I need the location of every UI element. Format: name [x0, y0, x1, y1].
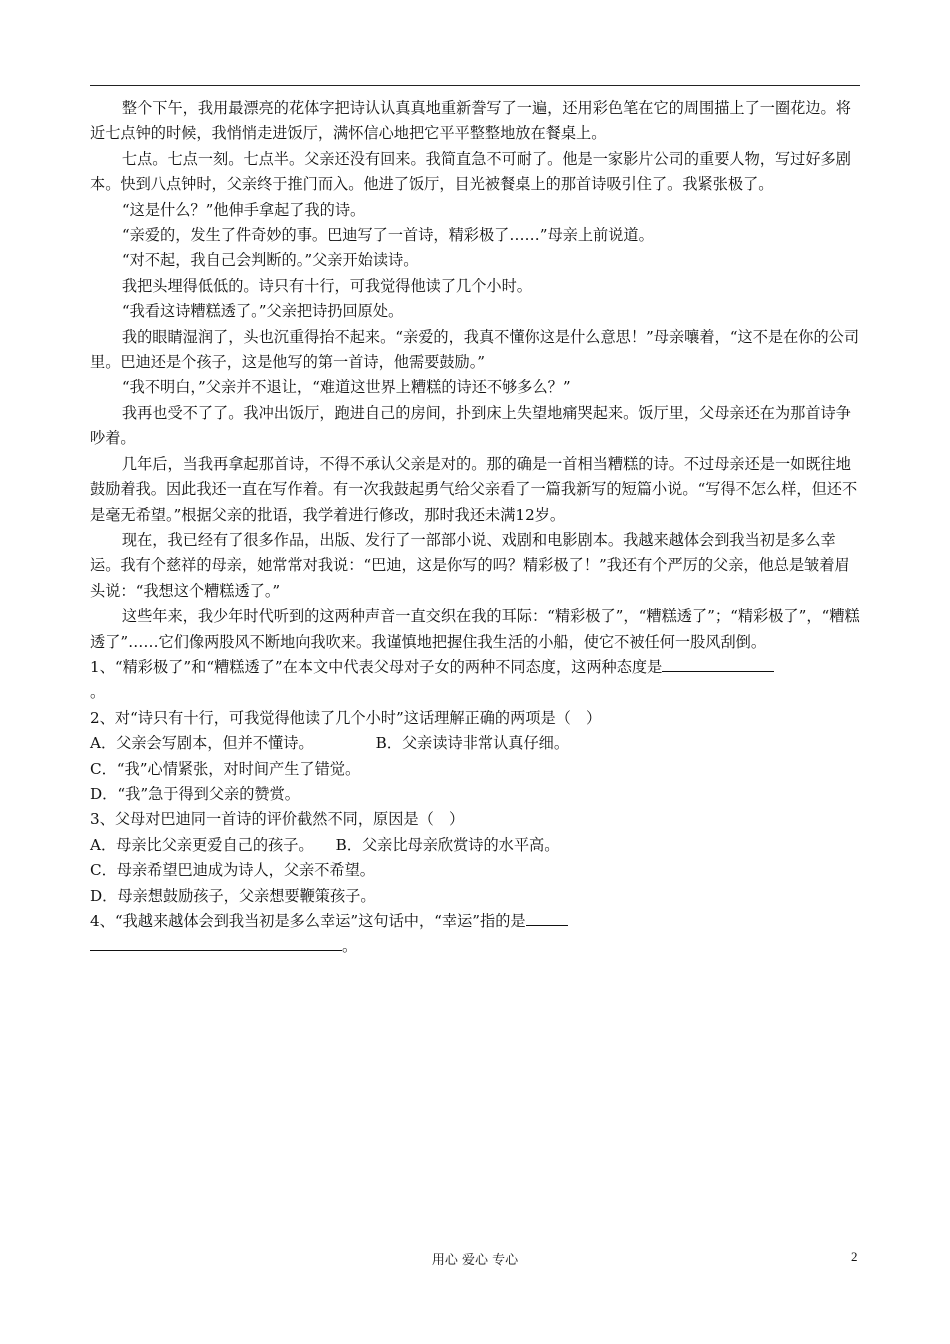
document-body	[90, 96, 860, 960]
paragraph-9: “我不明白，”父亲并不退让，“难道这世界上糟糕的诗还不够多么？”	[121, 378, 571, 397]
paragraph-3: “这是什么？”他伸手拿起了我的诗。	[121, 200, 366, 219]
paragraph-5: “对不起，我自己会判断的。”父亲开始读诗。	[121, 251, 419, 270]
header-rule	[90, 85, 860, 86]
option-2c[interactable]: C．“我”心情紧张，对时间产生了错觉。	[90, 759, 361, 778]
question-1-text: 1、“精彩极了”和“糟糕透了”在本文中代表父母对子女的两种不同态度，这两种态度是	[90, 657, 663, 676]
answer-blank-4b[interactable]	[90, 934, 342, 951]
question-4-text: 4、“我越来越体会到我当初是多么幸运”这句话中，“幸运”指的是	[90, 912, 526, 930]
option-2d[interactable]: D．“我”急于得到父亲的赞赏。	[90, 784, 300, 803]
question-4-end: 。	[342, 937, 358, 956]
paragraph-13: 这些年来，我少年时代听到的这两种声音一直交织在我的耳际：“精彩极了”，“糟糕透了”；“精彩极了”，“糟糕透了”……它们像两股风不断地向我吹来。我谨慎地把握住我生活的小船，使它不被任何一股风刮倒。	[90, 607, 860, 651]
paragraph-7: “我看这诗糟糕透了。”父亲把诗扔回原处。	[121, 302, 404, 321]
answer-blank-1[interactable]	[662, 655, 774, 672]
paragraph-6: 我把头埋得低低的。诗只有十行，可我觉得他读了几个小时。	[121, 276, 532, 295]
option-3a[interactable]: A．母亲比父亲更爱自己的孩子。	[90, 835, 314, 854]
page-number: 2	[851, 1249, 858, 1264]
question-3-options-ab	[90, 833, 860, 858]
answer-blank-4[interactable]	[526, 909, 568, 926]
question-4	[90, 909, 860, 934]
option-3d[interactable]: D．母亲想鼓励孩子，父亲想要鞭策孩子。	[90, 886, 376, 905]
question-1	[90, 655, 860, 680]
question-3: 3、父母对巴迪同一首诗的评价截然不同，原因是（ ）	[90, 810, 465, 829]
question-2-options-ab	[90, 731, 860, 756]
paragraph-11: 几年后，当我再拿起那首诗，不得不承认父亲是对的。那的确是一首相当糟糕的诗。不过母亲还是一如既往地鼓励着我。因此我还一直在写作着。有一次我鼓起勇气给父亲看了一篇我新写的短篇小说。“写得不怎么样，但还不是毫无希望。”根据父亲的批语，我学着进行修改，那时我还未满12岁。	[90, 454, 858, 524]
paragraph-2: 七点。七点一刻。七点半。父亲还没有回来。我简直急不可耐了。他是一家影片公司的重要人物，写过好多剧本。快到八点钟时，父亲终于推门而入。他进了饭厅，目光被餐桌上的那首诗吸引住了。我紧张极了。	[90, 149, 851, 194]
question-2: 2、对“诗只有十行，可我觉得他读了几个小时”这话理解正确的两项是（ ）	[90, 708, 602, 727]
paragraph-4: “亲爱的，发生了件奇妙的事。巴迪写了一首诗，精彩极了……”母亲上前说道。	[121, 226, 654, 245]
option-2a[interactable]: A．父亲会写剧本，但并不懂诗。	[90, 734, 314, 753]
paragraph-1: 整个下午，我用最漂亮的花体字把诗认认真真地重新誊写了一遍，还用彩色笔在它的周围描上了一圈花边。将近七点钟的时候，我悄悄走进饭厅，满怀信心地把它平平整整地放在餐桌上。	[90, 99, 851, 143]
paragraph-10: 我再也受不了了。我冲出饭厅，跑进自己的房间，扑到床上失望地痛哭起来。饭厅里，父母亲还在为那首诗争吵着。	[90, 403, 851, 448]
option-2b[interactable]: B．父亲读诗非常认真仔细。	[375, 734, 570, 753]
option-3b[interactable]: B．父亲比母亲欣赏诗的水平高。	[335, 835, 560, 854]
paragraph-12: 现在，我已经有了很多作品，出版、发行了一部部小说、戏剧和电影剧本。我越来越体会到我当初是多么幸运。我有个慈祥的母亲，她常常对我说：“巴迪，这是你写的吗？精彩极了！”我还有个严厉的父亲，他总是皱着眉头说：“我想这个糟糕透了。”	[90, 530, 850, 600]
question-4-line2	[90, 934, 860, 959]
page-footer: 用心 爱心 专心	[431, 1253, 519, 1268]
option-3c[interactable]: C．母亲希望巴迪成为诗人，父亲不希望。	[90, 861, 375, 880]
question-1-end: 。	[90, 683, 106, 702]
paragraph-8: 我的眼睛湿润了，头也沉重得抬不起来。“亲爱的，我真不懂你这是什么意思！”母亲嚷着，“这不是在你的公司里。巴迪还是个孩子，这是他写的第一首诗，他需要鼓励。”	[90, 327, 860, 372]
